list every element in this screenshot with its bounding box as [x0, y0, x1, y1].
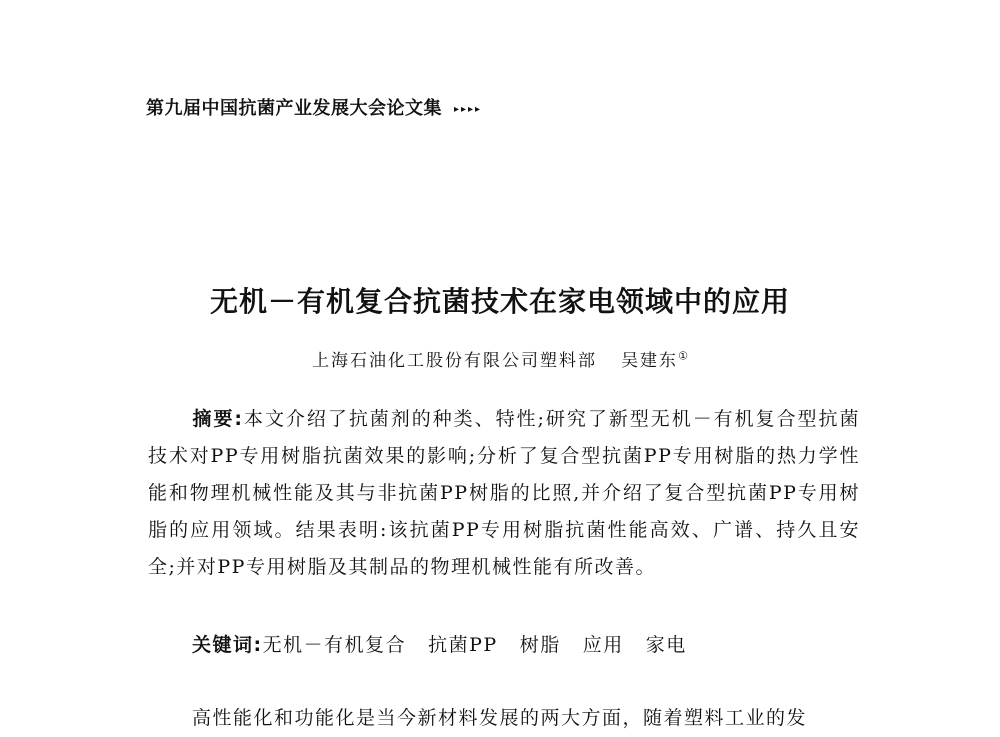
abstract-text: 本文介绍了抗菌剂的种类、特性;研究了新型无机－有机复合型抗菌技术对PP专用树脂抗菌效果的影响;分析了复合型抗菌PP专用树脂的热力学性能和物理机械性能及其与非抗菌PP树脂的比照,并介绍了复合型抗菌PP专用树脂的应用领域。结果表明:该抗菌PP专用树脂抗菌性能高效、广谱、持久且安全;并对PP专用树脂及其制品的物理机械性能有所改善。: [148, 408, 860, 578]
keywords-line: [192, 627, 709, 664]
body-first-line: 高性能化和功能化是当今新材料发展的两大方面，随着塑料工业的发: [192, 707, 808, 729]
abstract-paragraph: [148, 401, 860, 586]
collection-title: 第九届中国抗菌产业发展大会论文集: [146, 98, 442, 119]
keyword: 无机－有机复合: [262, 634, 407, 656]
keyword: 抗菌PP: [428, 634, 498, 656]
abstract-label: 摘要:: [192, 408, 244, 430]
keyword: 家电: [645, 634, 687, 656]
author-line: [0, 346, 1000, 371]
running-header: [146, 94, 482, 120]
affiliation: 上海石油化工股份有限公司塑料部: [312, 351, 598, 371]
keyword: 树脂: [519, 634, 561, 656]
article-title: 无机－有机复合抗菌技术在家电领域中的应用: [209, 285, 790, 318]
author-footnote-mark: ①: [678, 349, 688, 363]
header-arrow-marks: ▸▸▸▸: [454, 104, 483, 115]
keyword: 应用: [582, 634, 624, 656]
author-name: 吴建东: [621, 351, 679, 371]
keywords-label: 关键词:: [192, 634, 263, 656]
